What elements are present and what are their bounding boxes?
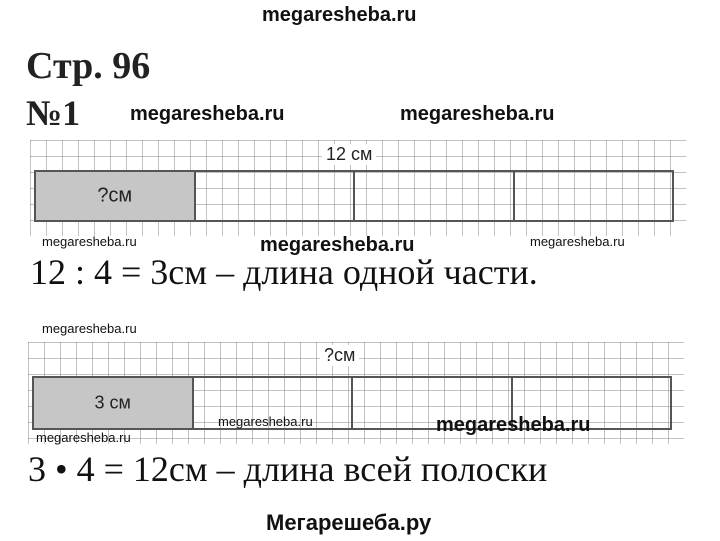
watermark: megaresheba.ru — [530, 234, 625, 249]
segment-strip — [34, 170, 674, 222]
strip-part — [196, 172, 356, 220]
equation-total-length: 3 • 4 = 12см – длина всей полоски — [28, 449, 548, 489]
watermark: megaresheba.ru — [260, 234, 415, 256]
watermark: megaresheba.ru — [42, 321, 137, 336]
watermark: megaresheba.ru — [36, 430, 131, 445]
strip-part — [355, 172, 515, 220]
watermark-top: megaresheba.ru — [262, 4, 417, 26]
part-length-label: 3 см — [94, 392, 131, 413]
total-length-label: ?см — [320, 345, 359, 366]
equation-part-length: 12 : 4 = 3см – длина одной части. — [30, 252, 538, 292]
task-number: №1 — [26, 93, 81, 133]
watermark: megaresheba.ru — [130, 103, 285, 125]
strip-part-known — [34, 378, 194, 428]
strip-part-unknown — [36, 172, 196, 220]
watermark: megaresheba.ru — [218, 414, 313, 429]
part-length-label: ?см — [97, 184, 133, 207]
watermark: megaresheba.ru — [436, 414, 591, 436]
total-length-label: 12 см — [322, 144, 376, 165]
strip-part — [515, 172, 673, 220]
watermark-footer: Мегарешеба.ру — [266, 510, 432, 535]
page-title: Стр. 96 — [26, 45, 151, 87]
watermark: megaresheba.ru — [400, 103, 555, 125]
watermark: megaresheba.ru — [42, 234, 137, 249]
